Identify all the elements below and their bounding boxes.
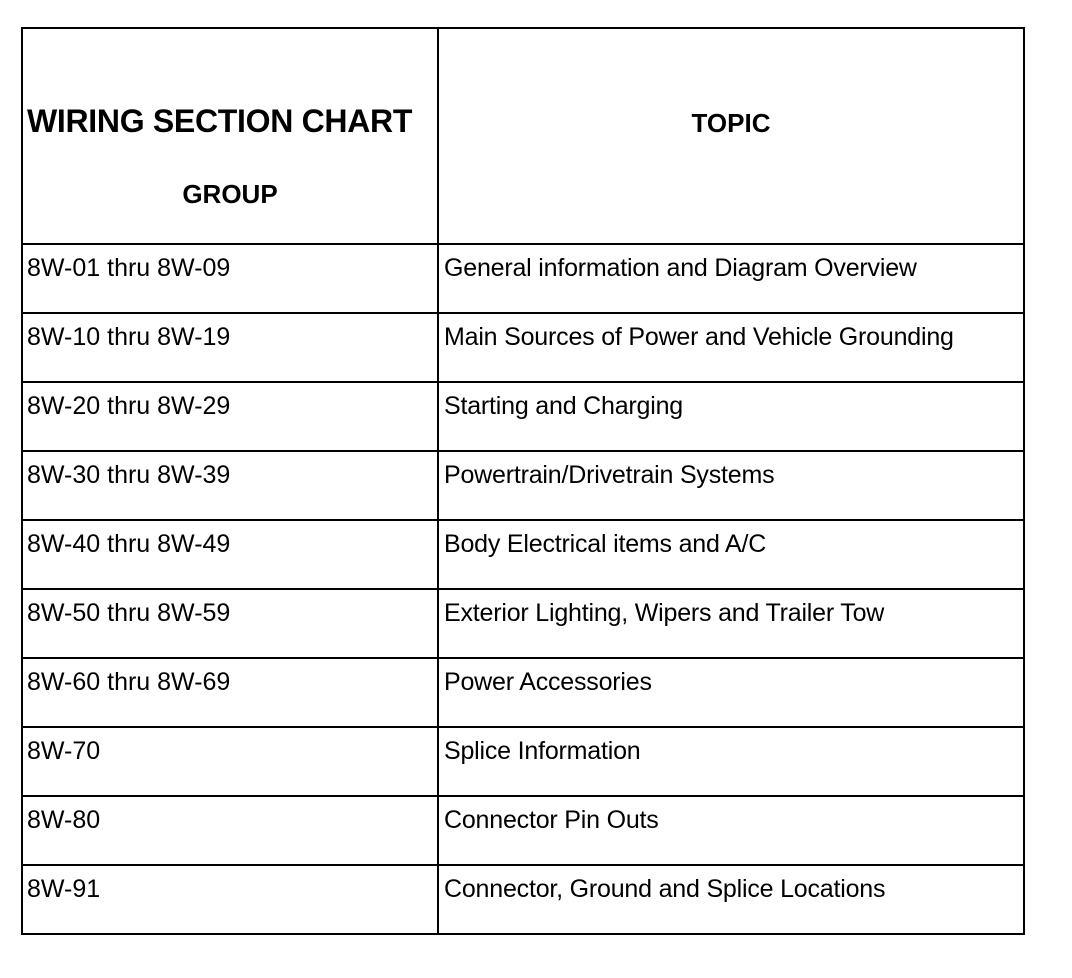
topic-cell: Exterior Lighting, Wipers and Trailer Tow	[438, 589, 1024, 658]
topic-cell: Powertrain/Drivetrain Systems	[438, 451, 1024, 520]
group-cell: 8W-30 thru 8W-39	[22, 451, 438, 520]
topic-cell: General information and Diagram Overview	[438, 244, 1024, 313]
group-column-header: GROUP	[182, 179, 278, 209]
table-row	[22, 382, 1024, 451]
wiring-section-chart-table	[21, 27, 1025, 935]
table-row	[22, 658, 1024, 727]
table-row	[22, 244, 1024, 313]
group-cell: 8W-40 thru 8W-49	[22, 520, 438, 589]
group-cell: 8W-10 thru 8W-19	[22, 313, 438, 382]
table-row	[22, 520, 1024, 589]
group-cell: 8W-01 thru 8W-09	[22, 244, 438, 313]
chart-title: WIRING SECTION CHART	[27, 103, 413, 139]
topic-cell: Splice Information	[438, 727, 1024, 796]
group-cell: 8W-80	[22, 796, 438, 865]
topic-cell: Power Accessories	[438, 658, 1024, 727]
topic-cell: Main Sources of Power and Vehicle Grounding	[438, 313, 1024, 382]
topic-cell: Body Electrical items and A/C	[438, 520, 1024, 589]
table-row	[22, 796, 1024, 865]
table-row	[22, 727, 1024, 796]
group-cell: 8W-20 thru 8W-29	[22, 382, 438, 451]
group-cell: 8W-50 thru 8W-59	[22, 589, 438, 658]
topic-cell: Connector, Ground and Splice Locations	[438, 865, 1024, 934]
table-row	[22, 589, 1024, 658]
topic-cell: Connector Pin Outs	[438, 796, 1024, 865]
topic-cell: Starting and Charging	[438, 382, 1024, 451]
table-row	[22, 313, 1024, 382]
topic-column-header: TOPIC	[691, 108, 771, 138]
header-topic-cell	[438, 28, 1024, 244]
table-row	[22, 451, 1024, 520]
header-row	[22, 28, 1024, 244]
header-group-cell	[22, 28, 438, 244]
group-cell: 8W-91	[22, 865, 438, 934]
group-cell: 8W-70	[22, 727, 438, 796]
group-cell: 8W-60 thru 8W-69	[22, 658, 438, 727]
table-row	[22, 865, 1024, 934]
